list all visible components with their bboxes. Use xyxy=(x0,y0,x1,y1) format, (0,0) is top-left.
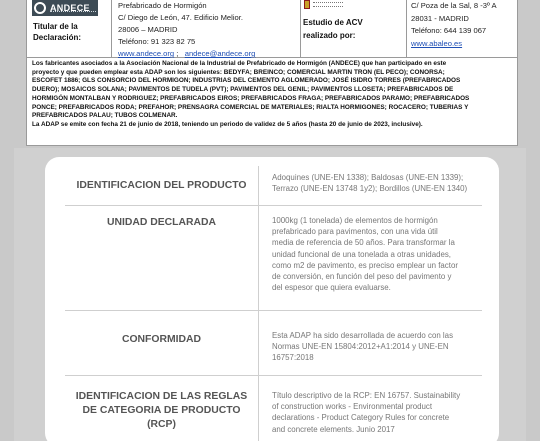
row-value: Título descriptivo de la RCP: EN 16757. Sustainability of construction works - Environmental product declarations - Product Category Rules for concrete and concrete elements. Junio 2017 xyxy=(272,391,461,434)
header-grid xyxy=(27,0,517,58)
row-label: CONFORMIDAD xyxy=(65,311,259,375)
manufacturer-web-link[interactable]: www.andece.org xyxy=(118,49,175,58)
manufacturer-info: Prefabricado de Hormigón C/ Diego de León, 47. Edificio Melior. 28006 – MADRID Teléfono: 91 323 82 75 www.andece.org ; andece@andece.org xyxy=(118,1,256,58)
andece-logo-text: ANDECE xyxy=(50,3,90,13)
table-row-identificacion xyxy=(65,166,482,206)
row-value: 1000kg (1 tonelada) de elementos de hormigón prefabricado para pavimentos, con una vida útil media de referencia de 50 años. Para transformar la unidad funcional de una tonelada a otras unidades, como m2 de pavimento, es preciso emplear un factor de conversión, en función del peso del pavimento y del espesor que quiera evaluarse. xyxy=(272,216,458,293)
row-label: IDENTIFICACION DEL PRODUCTO xyxy=(65,166,259,205)
table-row-unidad xyxy=(65,206,482,311)
andece-emblem-icon xyxy=(34,2,46,14)
associates-paragraph: Los fabricantes asociados a la Asociación Nacional de la Industrial de Prefabricado de Hormigón (ANDECE) que han participado en este proyecto y que pueden emplear esta ADAP son los siguientes: BEDYFA; BREINCO; COMERCIAL MARTIN TRON (EL PECO); CONORSA; ESCOFET 1886; GLS CONSORCIO DEL HORMIGON; INDUSTRIAS DEL CEMENTO AGLOMERADO; JOSÉ ISIDRO TORRES (PREFABRICADOS DUERO); MOSAICOS SOLANA; PAVIMENTOS DE TUDELA (PVT); PAVIMENTOS DEL GENIL; PAVIMENTOS LLOSETA; PREFABRICADOS DE HORMIGÓN MONTALBAN Y RODRIGUEZ; PREFABRICADOS EIROS; PREFABRICADOS FRAGA; PREFABRICADOS PARAMO; PREFABRICADOS PONCE; PREFABRICADOS RODA; PREFAHOR; PRENSAGRA COMERCIAL DE MATERIALES; RIALTA HORMIGONES; ROCACERO; TUBERIAS Y PREFABRICADOS PALAU; TUBOS COLMENAR. La ADAP se emite con fecha 21 de junio de 2018, teniendo un periodo de validez de 5 años (hasta 20 de junio de 2023, inclusive). xyxy=(32,60,470,128)
row-label: IDENTIFICACION DE LAS REGLAS DE CATEGORIA DE PRODUCTO (RCP) xyxy=(65,376,259,441)
acv-web-link[interactable]: www.abaleo.es xyxy=(411,38,463,48)
andece-logo xyxy=(32,0,98,16)
declaration-header-card xyxy=(26,0,518,146)
table-row-conformidad xyxy=(65,311,482,376)
crest-icon xyxy=(304,0,310,9)
row-value: Adoquines (UNE-EN 1338); Baldosas (UNE-EN 1339); Terrazo (UNE-EN 13748 1y2); Bordillos (UNE-EN 1340) xyxy=(272,173,468,194)
acv-study-label: Estudio de ACV realizado por: xyxy=(303,18,363,40)
row-label: UNIDAD DECLARADA xyxy=(65,206,259,310)
acv-crest-logo xyxy=(303,0,345,10)
acv-provider-info: C/ Poza de la Sal, 8 -3º A 28031 - MADRID Teléfono: 644 139 067 www.abaleo.es xyxy=(411,1,497,48)
table-row-rcp xyxy=(65,376,482,441)
row-value: Esta ADAP ha sido desarrollada de acuerdo con las Normas UNE-EN 15804:2012+A1:2014 y UNE-EN 16757:2018 xyxy=(272,331,454,363)
manufacturer-email-link[interactable]: andece@andece.org xyxy=(184,49,256,58)
declaration-holder-label: Titular de la Declaración: xyxy=(33,22,82,42)
